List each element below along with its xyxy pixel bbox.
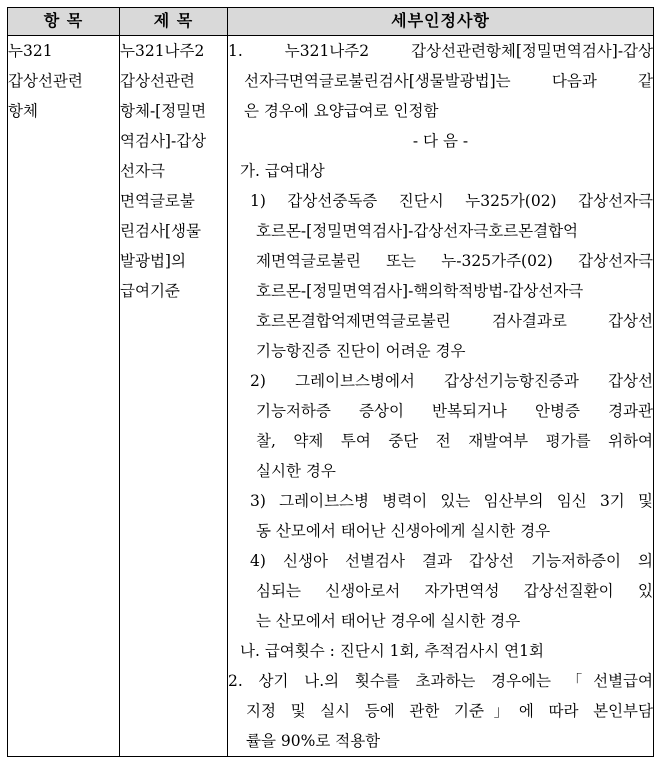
- item-cell: [8, 36, 120, 757]
- title-line: 급여기준: [120, 282, 180, 300]
- detail-line: 지정 및 실시 등에 관한 기준」에 따라 본인부담: [246, 702, 653, 720]
- detail-line: 률을 90%로 적용함: [246, 732, 381, 750]
- detail-line: 1. 누321나주2 갑상선관련항체[정밀면역검사]-갑상: [228, 42, 653, 60]
- detail-line: 은 경우에 요양급여로 인정함: [244, 102, 439, 120]
- detail-line: 제면역글로불린 또는 누-325가주(02) 갑상선자극: [256, 252, 653, 270]
- detail-line: 실시한 경우: [256, 462, 336, 480]
- title-line: 린검사[생물: [120, 222, 201, 240]
- detail-line: 심되는 신생아로서 자가면역성 갑상선질환이 있: [256, 582, 653, 600]
- title-line: 면역글로불: [120, 192, 195, 210]
- detail-line: 동 산모에서 태어난 신생아에게 실시한 경우: [256, 522, 551, 540]
- header-item: 항 목: [8, 8, 120, 36]
- detail-line: 2. 상기 나.의 횟수를 초과하는 경우에는 「선별급여: [228, 672, 653, 690]
- title-line: 갑상선관련: [120, 72, 195, 90]
- title-line: 항체-[정밀면: [120, 102, 207, 120]
- detail-line: 3) 그레이브스병 병력이 있는 임산부의 임신 3기 및: [250, 492, 653, 510]
- header-details: 세부인정사항: [228, 8, 654, 36]
- detail-line: 2) 그레이브스병에서 갑상선기능항진증과 갑상선: [250, 372, 653, 390]
- section-ga: 가. 급여대상: [240, 162, 325, 180]
- section-na: 나. 급여횟수 : 진단시 1회, 추적검사시 연1회: [240, 642, 544, 660]
- criteria-table: [7, 7, 654, 757]
- detail-line: 호르몬결합억제면역글로불린 검사결과로 갑상선: [256, 312, 653, 330]
- detail-line: 호르몬-[정밀면역검사]-갑상선자극호르몬결합억: [256, 222, 579, 240]
- title-line: 역검사]-갑상: [120, 132, 207, 150]
- detail-line: 4) 신생아 선별검사 결과 갑상선 기능저하증이 의: [250, 552, 653, 570]
- title-cell: [120, 36, 228, 757]
- detail-line: 찰, 약제 투여 중단 전 재발여부 평가를 위하여: [256, 432, 653, 450]
- item-line: 갑상선관련: [8, 72, 83, 90]
- item-line: 누321: [8, 42, 53, 60]
- detail-line: 는 산모에서 태어난 경우에 실시한 경우: [256, 612, 521, 630]
- title-line: 누321나주2: [120, 42, 205, 60]
- title-line: 선자극: [120, 162, 165, 180]
- detail-line: 기능항진증 진단이 어려운 경우: [256, 342, 466, 360]
- table-row: [8, 36, 654, 757]
- details-cell: [228, 36, 654, 757]
- detail-line: 선자극면역글로불린검사[생물발광법]는 다음과 같: [244, 72, 653, 90]
- header-title: 제 목: [120, 8, 228, 36]
- da-eum-heading: - 다 음 -: [412, 132, 469, 150]
- header-row: [8, 8, 654, 36]
- item-line: 항체: [8, 102, 38, 120]
- title-line: 발광법]의: [120, 252, 186, 270]
- detail-line: 호르몬-[정밀면역검사]-핵의학적방법-갑상선자극: [256, 282, 584, 300]
- detail-line: 1) 갑상선중독증 진단시 누325가(02) 갑상선자극: [250, 192, 653, 210]
- detail-line: 기능저하증 증상이 반복되거나 안병증 경과관: [256, 402, 653, 420]
